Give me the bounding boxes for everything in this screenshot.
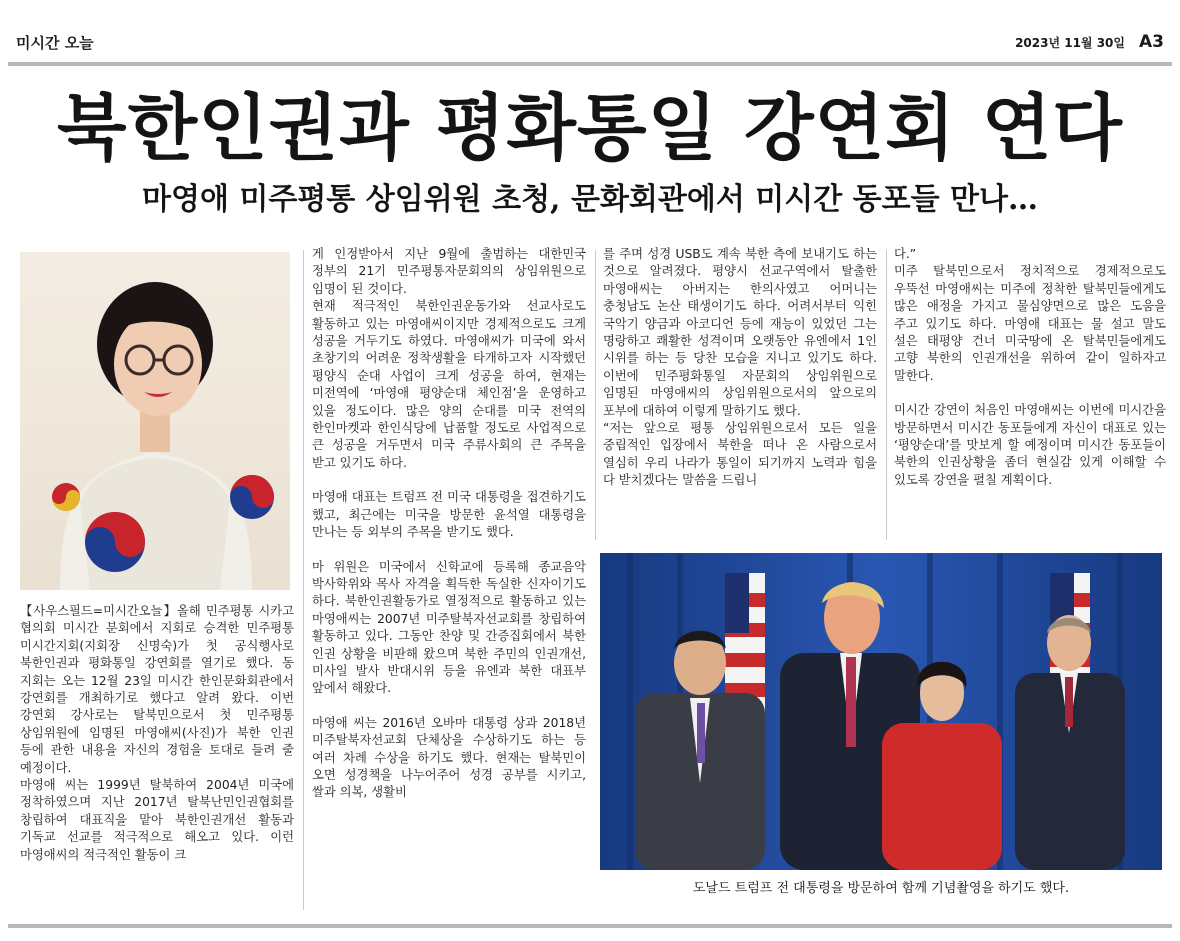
portrait-photo	[20, 252, 290, 590]
bottom-rule	[8, 924, 1172, 928]
article-column-2	[312, 246, 586, 802]
group-photo-illustration	[600, 553, 1162, 870]
article-paragraph: 【사우스필드=미시간오늘】올해 민주평통 시카고 협의회 미시간 분회에서 지회로 승격한 민주평통 미시간지회(지회장 신명숙)가 첫 공식행사로 북한인권과 평화통일 강연회를 열기로 했다. 동 지회는 오는 12월 23일 미시간 한인문화회관에서 강연회를 개최하기로 했다고 알려 왔다. 이번 강연회 강사로는 탈북민으로서 첫 민주평통 상임위원에 임명된 마영애씨(사진)가 북한 인권 등에 관한 내용을 자신의 경험을 토대로 들려 줄 예정이다.	[20, 604, 294, 775]
top-rule	[8, 62, 1172, 66]
column-divider	[886, 250, 887, 540]
article-paragraph: 다.”	[894, 247, 917, 261]
column-divider	[303, 250, 304, 910]
subheadline: 마영애 미주평통 상임위원 초청, 문화회관에서 미시간 동포들 만나…	[141, 182, 1038, 217]
issue-date: 2023년 11월 30일	[1015, 36, 1125, 50]
article-paragraph: 미주 탈북민으로서 정치적으로 경제적으로도 우뚝선 마영애씨는 미주에 정착한 탈북민들에게도 많은 애정을 가지고 물심양면으로 많은 도움을 주고 있기도 하다. 마영애 대표는 물 설고 말도 설은 태평양 건너 미국땅에 온 탈북민들에게도 고향 북한의 인권개선을 위하여 같이 일하자고 말한다.	[894, 264, 1166, 383]
article-column-3	[603, 246, 877, 490]
group-photo	[600, 553, 1162, 870]
article-paragraph: 현재 적극적인 북한인권운동가와 선교사로도 활동하고 있는 마영애씨이지만 경제적으로도 크게 성공을 거두기도 하였다. 마영애씨가 미국에 와서 초창기의 어려운 정착생활을 타개하고자 시작했던 평양식 순대 사업이 크게 성공을 하여, 현재는 미전역에 ‘마영애 평양순대 체인점’을 운영하고 있을 정도이다. 많은 양의 순대를 미국 전역의 한인마켓과 한인식당에 납품할 정도로 사업적으로 큰 성공을 거두면서 미국 주류사회의 큰 주목을 받고 있기도 하다.	[312, 299, 586, 470]
portrait-illustration	[20, 252, 290, 590]
article-column-4	[894, 246, 1166, 489]
page-number: A3	[1139, 32, 1164, 52]
article-paragraph: 를 주며 성경 USB도 계속 북한 측에 보내기도 하는 것으로 알려졌다. 평양시 선교구역에서 탈출한 마영애씨는 아버지는 한의사였고 어머니는 충청남도 논산 태생이기도 하다. 어려서부터 익힌 국악기 양금과 아코디언 등에 재능이 있었던 그는 명랑하고 쾌활한 성격이며 오랫동안 유엔에서 1인 시위를 하는 등 당찬 모습을 지니고 있기도 하다. 이번에 민주평화통일 자문회의 상임위원으로 임명된 마영애씨의 상임위원으로서의 앞으로의 포부에 대하여 이렇게 말하기도 했다.	[603, 247, 877, 418]
headline: 북한인권과 평화통일 강연회 연다	[57, 86, 1123, 170]
article-paragraph: 마영애 대표는 트럼프 전 미국 대통령을 접견하기도 했고, 최근에는 미국을 방문한 윤석열 대통령을 만나는 등 외부의 주목을 받기도 했다.	[312, 490, 586, 540]
article-paragraph: 미시간 강연이 처음인 마영애씨는 이번에 미시간을 방문하면서 미시간 동포들에게 자신이 대표로 있는 ‘평양순대’를 맛보게 할 예정이며 미시간 동포들이 북한의 인권상황을 좀더 현실감 있게 이해할 수 있도록 강연을 펼칠 계획이다.	[894, 403, 1166, 487]
article-paragraph: 마영애 씨는 2016년 오바마 대통령 상과 2018년 미주탈북자선교회 단체상을 수상하기도 하는 등 여러 차례 수상을 하기도 했다. 현재는 탈북민이 오면 성경책을 나누어주어 성경 공부를 시키고, 쌀과 의복, 생활비	[312, 715, 586, 800]
article-paragraph: 게 인정받아서 지난 9월에 출범하는 대한민국 정부의 21기 민주평통자문회의의 상임위원으로 임명이 된 것이다.	[312, 247, 586, 296]
article-paragraph: 마영애 씨는 1999년 탈북하여 2004년 미국에 정착하였으며 지난 2017년 탈북난민인권협회를 창립하여 대표직을 맡아 북한인권개선 활동과 기독교 선교를 적극적으로 해오고 있다. 이런 마영애씨의 적극적인 활동이 크	[20, 778, 294, 862]
page-header	[16, 30, 1164, 54]
article-paragraph: “저는 앞으로 평통 상임위원으로서 모든 일을 중립적인 입장에서 북한을 떠나 온 사람으로서 열심히 우리 나라가 통일이 되기까지 노력과 힘을 다 받치겠다는 말씀을 드립니	[603, 421, 877, 488]
newspaper-name: 미시간 오늘	[16, 34, 94, 52]
column-divider	[595, 250, 596, 540]
photo-caption: 도날드 트럼프 전 대통령을 방문하여 함께 기념촬영을 하기도 했다.	[692, 881, 1070, 896]
article-paragraph: 마 위원은 미국에서 신학교에 등록해 종교음악 박사학위와 목사 자격을 획득한 독실한 신자이기도 하다. 북한인권활동가로 열정적으로 활동하고 있는 마영애씨는 2007년 미주탈북자선교회를 창립하여 활동하고 있다. 그동안 찬양 및 간증집회에서 북한 인권 상황을 비판해 왔으며 북한 주민의 인권개선, 미사일 발사 반대시위 등을 유엔과 북한 대표부 앞에서 해왔다.	[312, 559, 586, 696]
header-right	[1015, 32, 1164, 52]
article-column-1	[20, 603, 294, 864]
